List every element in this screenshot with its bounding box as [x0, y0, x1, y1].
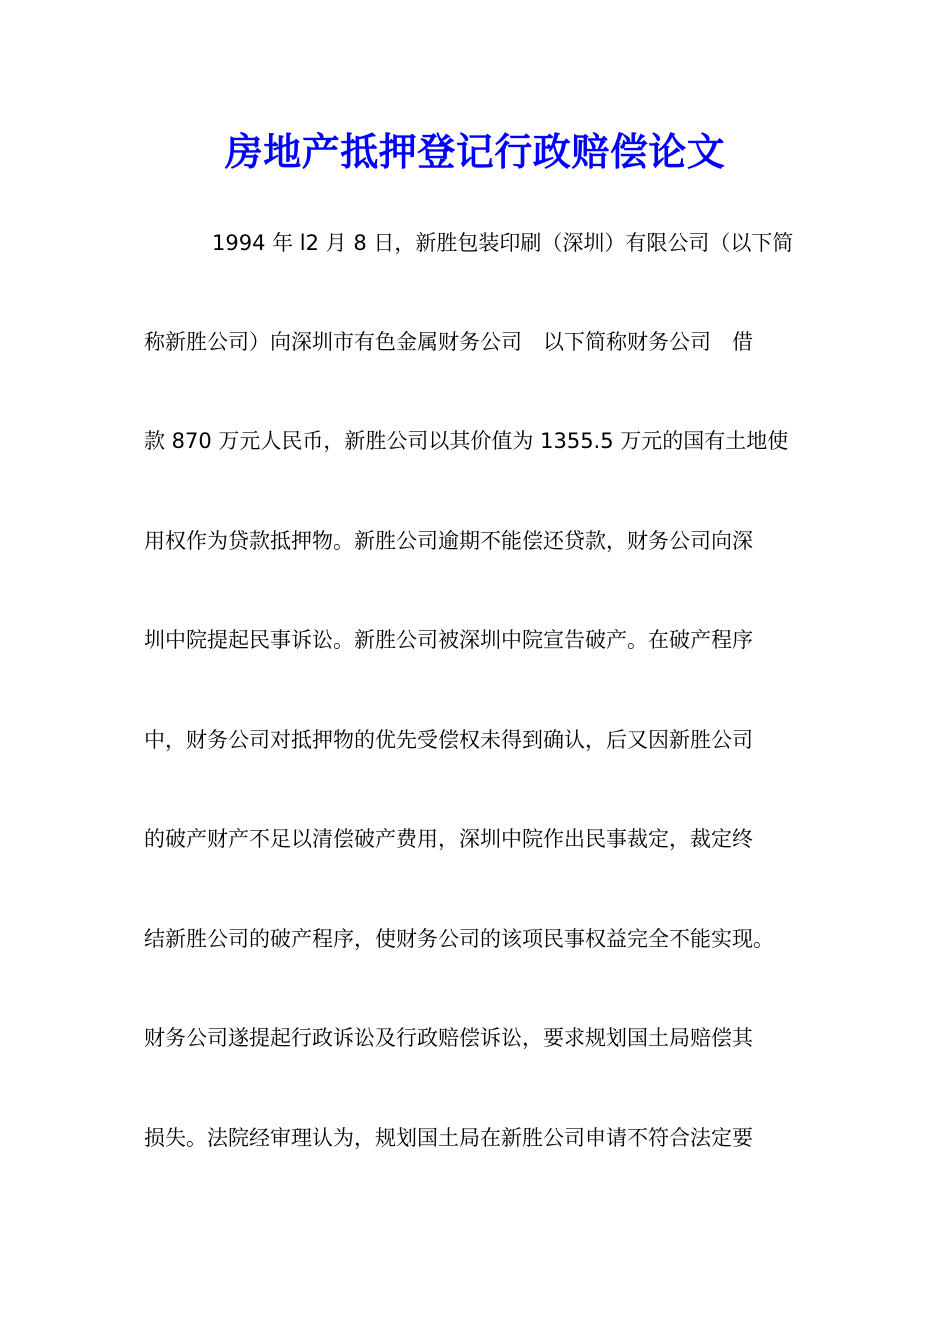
paragraph-line-9: 财务公司遂提起行政诉讼及行政赔偿诉讼，要求规划国土局赔偿其	[144, 1026, 753, 1050]
paragraph-line-3: 款 870 万元人民币，新胜公司以其价值为 1355.5 万元的国有土地使	[144, 429, 789, 453]
paragraph-line-6: 中，财务公司对抵押物的优先受偿权未得到确认，后又因新胜公司	[144, 728, 753, 752]
paragraph-line-4: 用权作为贷款抵押物。新胜公司逾期不能偿还贷款，财务公司向深	[144, 529, 753, 553]
paragraph-line-8: 结新胜公司的破产程序，使财务公司的该项民事权益完全不能实现。	[144, 927, 774, 951]
paragraph-line-7: 的破产财产不足以清偿破产费用，深圳中院作出民事裁定，裁定终	[144, 827, 753, 851]
paragraph-line-10: 损失。法院经审理认为，规划国土局在新胜公司申请不符合法定要	[144, 1126, 753, 1150]
paragraph-line-1: 1994 年 l2 月 8 日，新胜包装印刷（深圳）有限公司（以下简	[212, 231, 794, 255]
paragraph-line-5: 圳中院提起民事诉讼。新胜公司被深圳中院宣告破产。在破产程序	[144, 628, 753, 652]
document-title: 房地产抵押登记行政赔偿论文	[224, 129, 726, 174]
paragraph-line-2: 称新胜公司）向深圳市有色金属财务公司 以下简称财务公司 借	[144, 330, 753, 354]
